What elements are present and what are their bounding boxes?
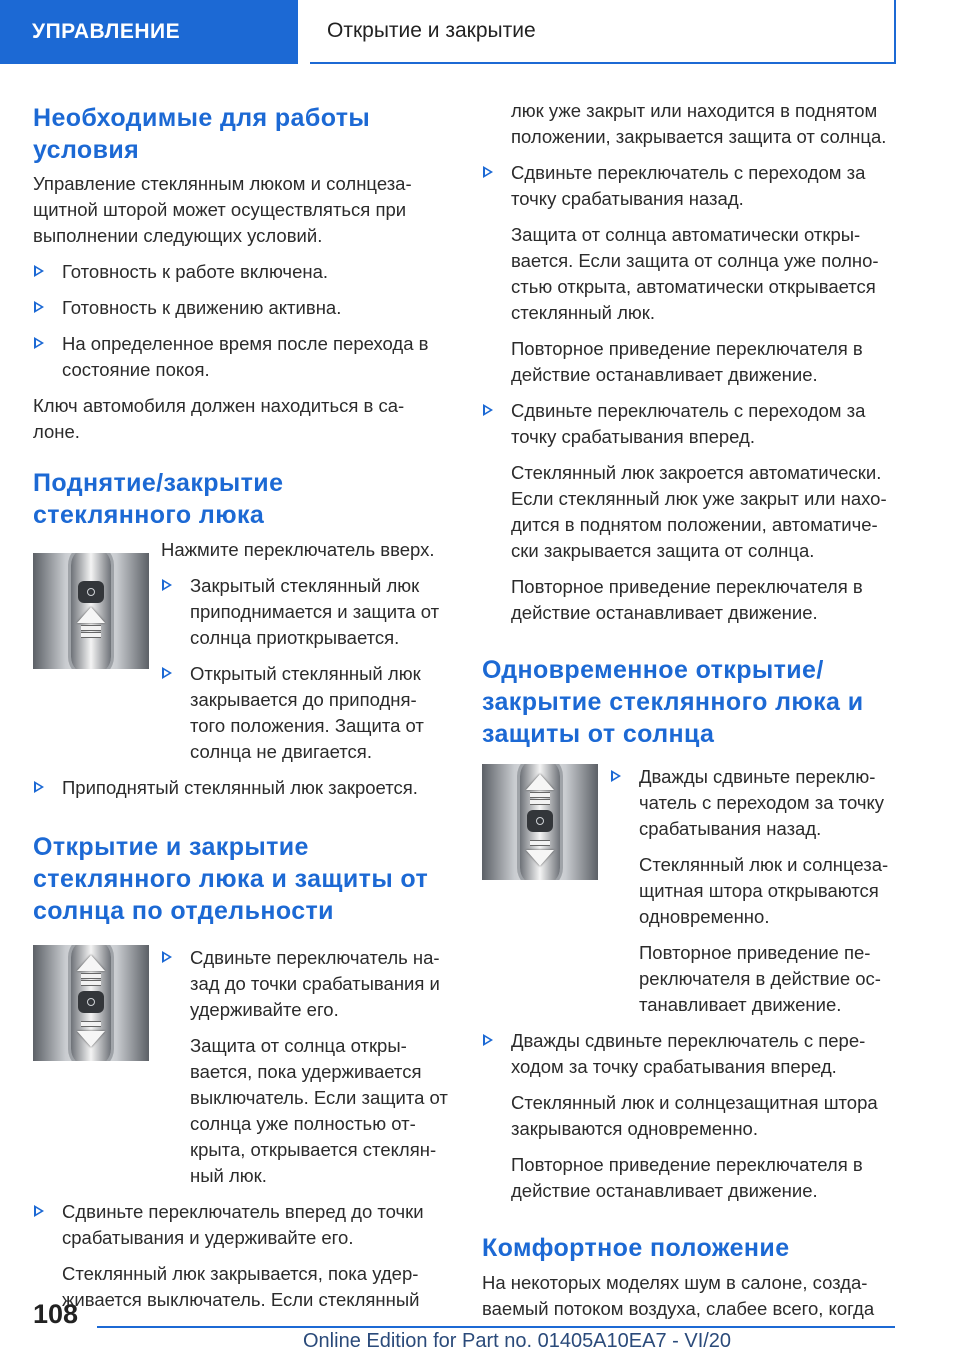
footer-edition: Online Edition for Part no. 01405A10EA7 - VI/20: [303, 1330, 732, 1352]
switch-back-illustration: [33, 945, 149, 1061]
raise-intro: Нажмите переключатель вверх.: [161, 539, 435, 560]
chapter-header: [310, 0, 896, 64]
heading-comfort: Комфортное положение: [482, 1234, 790, 1262]
comfort-text: На некоторых моделях шум в салоне, созда-ваемый потоком воздуха, слабее всего, когда: [482, 1272, 875, 1319]
bullet-triangle-icon: [483, 404, 493, 416]
raise-item: Открытый стеклянный люк закрывается до приподня-того положения. Защита от солнца не двигается.: [161, 661, 448, 765]
bullet-triangle-icon: [34, 1205, 44, 1217]
simultaneous-block: [482, 764, 898, 1018]
bullet-triangle-icon: [483, 1034, 493, 1046]
key-note: Ключ автомобиля должен находиться в са-лоне.: [33, 395, 405, 442]
raise-item: Закрытый стеклянный люк приподнимается и защита от солнца приоткрывается.: [161, 573, 448, 651]
auto-item-note: Стеклянный люк закроется автоматически. Если стеклянный люк уже закрыт или нахо-дится в поднятом положении, автоматиче-ски закрывается защита от солнца.: [511, 462, 887, 561]
conditions-intro: Управление стеклянным люком и солнцеза-щитной шторой может осуществляться при выполнении следующих условий.: [33, 173, 412, 246]
separate-item-note-cont: люк уже закрыт или находится в поднятом положении, закрывается защита от солнца.: [511, 100, 887, 147]
page-number: 108: [33, 1299, 79, 1329]
raise-block: [33, 537, 448, 765]
separate-item: Сдвиньте переключатель на-зад до точки срабатывания и удерживайте его.: [161, 945, 448, 1023]
simultaneous-item: Дважды сдвиньте переключатель с пере-ходом за точку срабатывания вперед.: [482, 1028, 898, 1080]
separate-item-note: Защита от солнца откры-вается, пока удерживается выключатель. Если защита от солнца уже полностью от-крыта, открывается стеклян-ный люк.: [190, 1035, 448, 1186]
section-title: УПРАВЛЕНИЕ: [32, 20, 181, 43]
bullet-triangle-icon: [34, 337, 44, 349]
arrow-up-icon: [526, 774, 554, 790]
separate-block: [33, 945, 448, 1189]
bullet-triangle-icon: [483, 166, 493, 178]
bullet-triangle-icon: [162, 667, 172, 679]
arrow-down-icon: [77, 1031, 105, 1047]
simultaneous-item-stop: Повторное приведение пе-реключателя в действие ос-танавливает движение.: [639, 942, 881, 1015]
auto-item-note: Защита от солнца автоматически откры-вается. Если защита от солнца уже полно-стью открыта, автоматически открывается стеклянный люк.: [511, 224, 879, 323]
separate-item: Сдвиньте переключатель вперед до точки срабатывания и удерживайте его.: [33, 1199, 448, 1251]
bullet-triangle-icon: [34, 301, 44, 313]
heading-raise: Поднятие/закрытие стеклянного люка: [33, 469, 284, 529]
simultaneous-item-note: Стеклянный люк и солнцезащитная штора закрываются одновременно.: [511, 1092, 878, 1139]
bullet-triangle-icon: [34, 781, 44, 793]
chapter-title: Открытие и закрытие: [327, 19, 536, 42]
simultaneous-item-note: Стеклянный люк и солнцеза-щитная штора открываются одновременно.: [639, 854, 889, 927]
left-column: [33, 102, 448, 1313]
auto-item-stop: Повторное приведение переключателя в действие останавливает движение.: [511, 338, 863, 385]
simultaneous-item-stop: Повторное приведение переключателя в действие останавливает движение.: [511, 1154, 863, 1201]
arrow-up-icon: [77, 955, 105, 971]
arrow-up-icon: [77, 607, 105, 623]
raise-full-item: Приподнятый стеклянный люк закроется.: [33, 775, 448, 801]
section-tab: [0, 0, 298, 64]
heading-simultaneous: Одновременное открытие/ закрытие стеклянного люка и защиты от солнца: [482, 656, 864, 748]
bullet-triangle-icon: [162, 951, 172, 963]
footer-divider: [97, 1326, 895, 1328]
separate-item-note: Стеклянный люк закрывается, пока удер-живается выключатель. Если стеклянный: [62, 1263, 420, 1310]
bullet-triangle-icon: [34, 265, 44, 277]
condition-item: Готовность к работе включена.: [33, 259, 448, 285]
heading-separate: Открытие и закрытие стеклянного люка и защиты от солнца по отдельности: [33, 833, 429, 925]
bullet-triangle-icon: [611, 770, 621, 782]
arrow-down-icon: [526, 850, 554, 866]
auto-item: Сдвиньте переключатель с переходом за точку срабатывания назад.: [482, 160, 898, 212]
switch-up-illustration: [33, 553, 149, 669]
bullet-triangle-icon: [162, 579, 172, 591]
condition-item: На определенное время после перехода в состояние покоя.: [33, 331, 448, 383]
condition-item: Готовность к движению активна.: [33, 295, 448, 321]
heading-conditions: Необходимые для работы условия: [33, 104, 371, 164]
right-column: [482, 98, 898, 1322]
simultaneous-item: Дважды сдвиньте переклю-чатель с переходом за точку срабатывания назад.: [610, 764, 898, 842]
switch-double-illustration: [482, 764, 598, 880]
auto-item-stop: Повторное приведение переключателя в действие останавливает движение.: [511, 576, 863, 623]
auto-item: Сдвиньте переключатель с переходом за точку срабатывания вперед.: [482, 398, 898, 450]
